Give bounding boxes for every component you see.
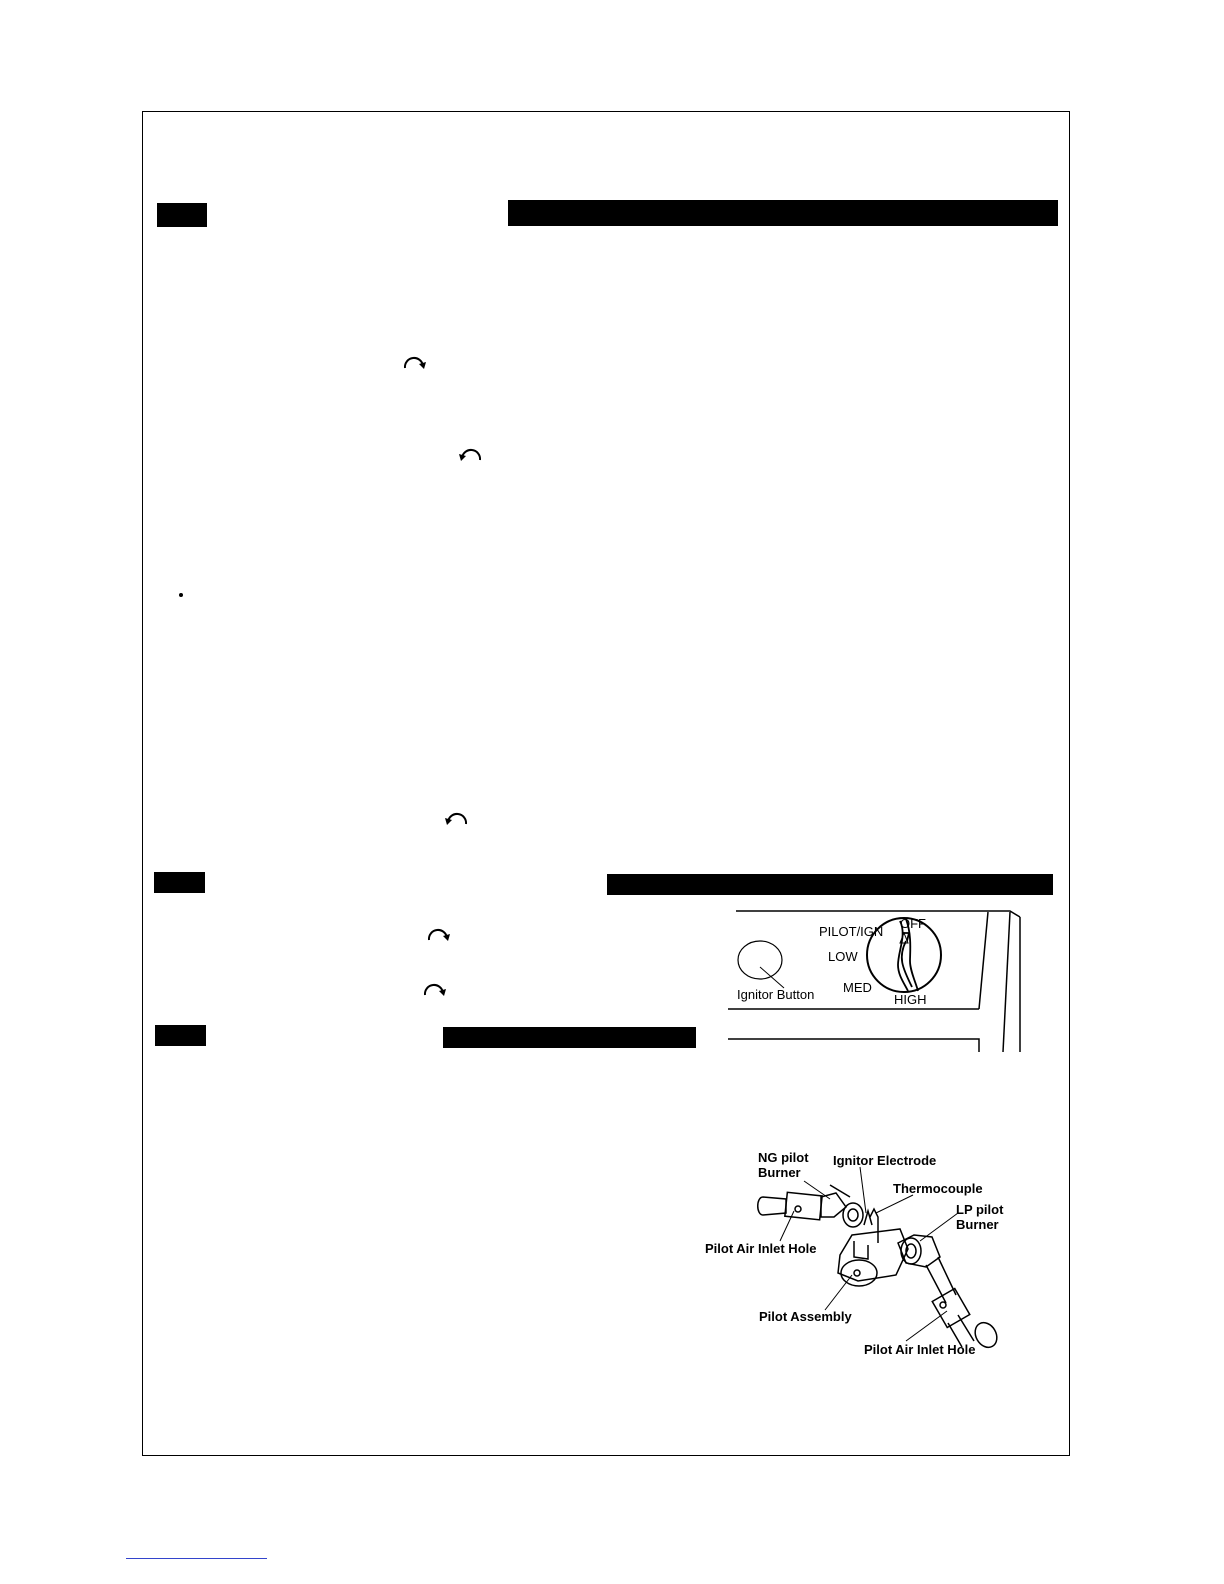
- med-label: MED: [843, 980, 872, 995]
- counterclockwise-arrow-icon: [457, 444, 483, 464]
- ng-pilot-burner-label-line1: NG pilot: [758, 1150, 809, 1165]
- counterclockwise-arrow-icon: [443, 808, 469, 828]
- off-label: OFF: [900, 916, 926, 931]
- clockwise-arrow-icon: [426, 924, 452, 944]
- pilot-air-inlet-hole-right-label: Pilot Air Inlet Hole: [864, 1342, 976, 1357]
- clockwise-arrow-icon: [402, 352, 428, 372]
- section-2-number-block: [154, 872, 205, 893]
- section-1-heading-bar: [508, 200, 1058, 226]
- control-panel-diagram: [722, 905, 1037, 1055]
- section-2-heading-bar: [607, 874, 1053, 895]
- ignitor-button: [738, 941, 782, 979]
- pilot-assembly-diagram: [700, 1145, 1020, 1365]
- lp-pilot-burner-label-line1: LP pilot: [956, 1202, 1004, 1217]
- lp-pilot-burner-label-line2: Burner: [956, 1217, 999, 1232]
- high-label: HIGH: [894, 992, 927, 1007]
- thermocouple-label: Thermocouple: [893, 1181, 983, 1196]
- pilot-ign-label: PILOT/IGN: [819, 924, 884, 939]
- footer-link-underline[interactable]: [126, 1558, 267, 1559]
- section-3-heading-bar: [443, 1027, 696, 1048]
- ng-pilot-burner-label-line2: Burner: [758, 1165, 801, 1180]
- pilot-assembly-label: Pilot Assembly: [759, 1309, 852, 1324]
- section-1-number-block: [157, 203, 207, 227]
- ignitor-button-label: Ignitor Button: [737, 987, 815, 1002]
- low-label: LOW: [828, 949, 858, 964]
- clockwise-arrow-icon: [422, 979, 448, 999]
- section-3-number-block: [155, 1025, 206, 1046]
- bullet-point: [179, 593, 183, 597]
- ignitor-electrode-label: Ignitor Electrode: [833, 1153, 937, 1168]
- pilot-air-inlet-hole-left-label: Pilot Air Inlet Hole: [705, 1241, 817, 1256]
